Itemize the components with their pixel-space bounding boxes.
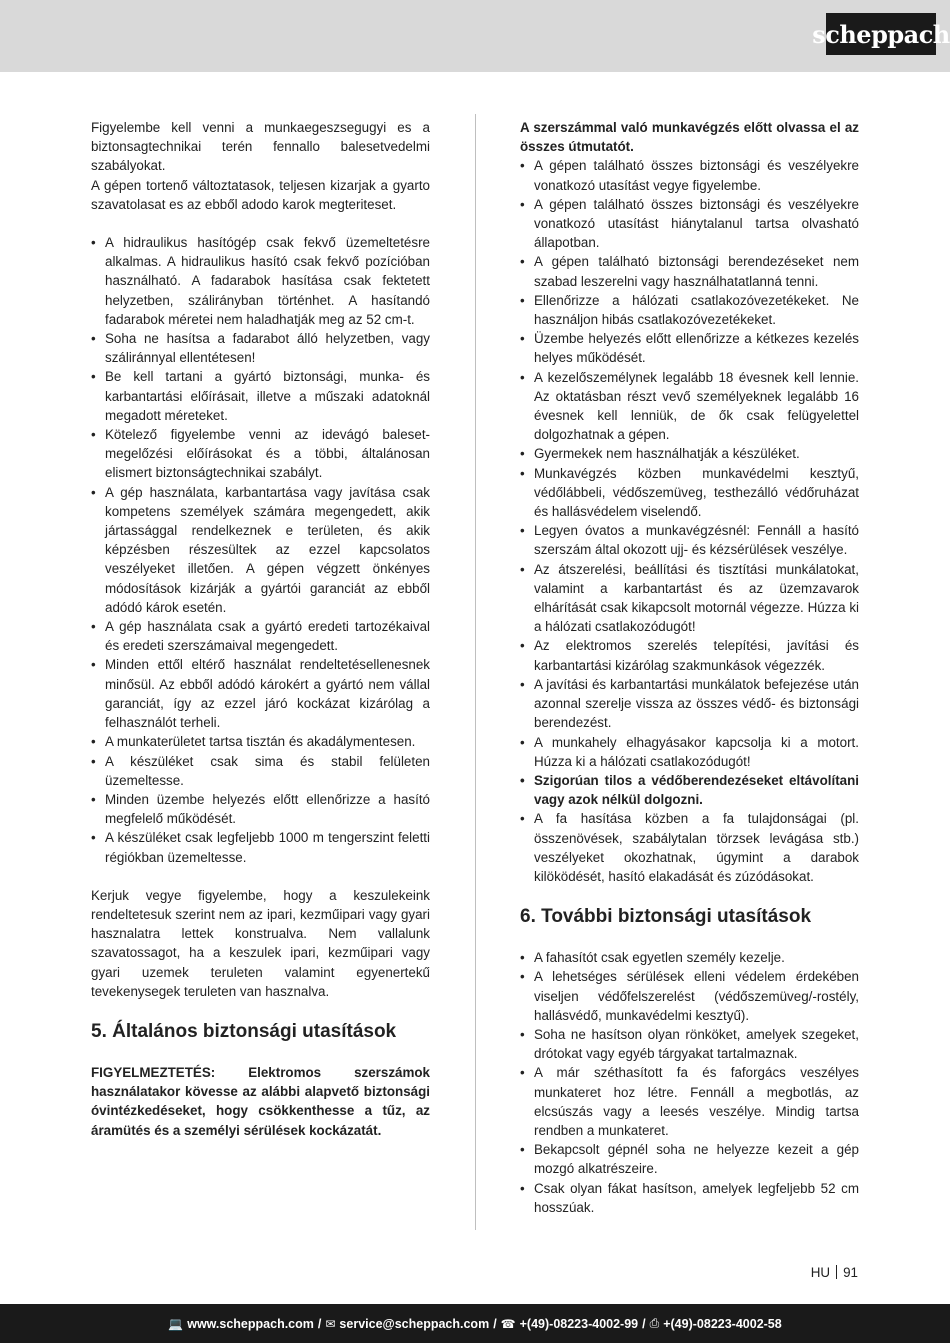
- list-item: • Soha ne hasítson olyan rönköket, amelyek szegeket, drótokat vagy egyéb tárgyakat tartalmaznak.: [520, 1025, 859, 1063]
- right-column: [520, 118, 859, 1217]
- list-item: • A gépen található biztonsági berendezéseket nem szabad leszerelni vagy használhatatlanná tenni.: [520, 252, 859, 290]
- list-item: • A lehetséges sérülések elleni védelem érdekében viseljen védőfelszerelést (védőszemüveg/-rostély, hallásvédő, munkavédelmi kesztyű).: [520, 967, 859, 1025]
- list-item: • Üzembe helyezés előtt ellenőrizze a kétkezes kezelés helyes működését.: [520, 329, 859, 367]
- list-item: • Minden ettől eltérő használat rendeltetésellenesnek minősül. Az ebből adódó károkért a gyártó nem vállal garanciát, így az ezzel járó kockázat kizárólag a felhasználót terheli.: [91, 655, 430, 732]
- footer-separator: /: [317, 1316, 322, 1331]
- computer-icon: 💻: [168, 1316, 184, 1331]
- left-column: [91, 118, 430, 1140]
- column-divider: [475, 114, 476, 1230]
- footer-website[interactable]: www.scheppach.com: [187, 1316, 314, 1331]
- list-item: • Munkavégzés közben munkavédelmi kesztyű, védőlábbeli, védőszemüveg, testhezálló védőruházat és hallásvédelem viselendő.: [520, 464, 859, 522]
- list-item: • Gyermekek nem használhatják a készüléket.: [520, 444, 859, 463]
- header-band: [0, 0, 950, 72]
- list-item: • A gép használata csak a gyártó eredeti tartozékaival és eredeti szerszámaival megengedett.: [91, 617, 430, 655]
- list-item: • A készüléket csak legfeljebb 1000 m tengerszint feletti régiókban üzemeltesse.: [91, 828, 430, 866]
- list-item: • A javítási és karbantartási munkálatok befejezése után azonnal szerelje vissza az összes védő- és biztonsági berendezést.: [520, 675, 859, 733]
- warning-paragraph: FIGYELMEZTETÉS: Elektromos szerszámok használatakor kövesse az alábbi alapvető biztonsági óvintézkedéseket, hogy csökkenthesse a tűz, az áramütés és a személyi sérülések kockázatát.: [91, 1064, 430, 1138]
- footer-email[interactable]: service@scheppach.com: [339, 1316, 490, 1331]
- fax-icon: ⎙: [649, 1316, 660, 1330]
- list-item: • A gép használata, karbantartása vagy javítása csak kompetens személyek számára megengedett, akik jártassággal rendelkeznek e területen, és akik képzésben részesültek az ezzel kapcsolatos veszélyeket illetően. A gépen végzett önkényes módosítások kizárják a gyártói garanciát az ebből adódó károk esetén.: [91, 483, 430, 617]
- outro-paragraph: Kerjuk vegye figyelembe, hogy a keszulekeink rendeltetesuk szerint nem az ipari, kezműipari vagy gyari hasznalatra lettek konstrualva. Nem vallalunk szavatossagot, ha a keszulek ipari, kezműipari vagy gyari uzemek teruleten valamint egyenertekű tevekenysegek teruleten van hasznalva.: [91, 887, 430, 999]
- list-item: • Be kell tartani a gyártó biztonsági, munka- és karbantartási előírásait, illetve a műszaki adatoknál megadott méreteket.: [91, 367, 430, 425]
- footer-fax: +(49)-08223-4002-58: [663, 1316, 782, 1331]
- page-number-separator: [836, 1265, 837, 1279]
- list-item: • Szigorúan tilos a védőberendezéseket eltávolítani vagy azok nélkül dolgozni.: [520, 771, 859, 809]
- list-item: • A gépen található összes biztonsági és veszélyekre vonatkozó utasítást vegye figyelembe.: [520, 156, 859, 194]
- footer-separator: /: [642, 1316, 646, 1331]
- footer-phone: +(49)-08223-4002-99: [519, 1316, 639, 1331]
- section-5-heading: 5. Általános biztonsági utasítások: [91, 1020, 397, 1042]
- list-item: • A készüléket csak sima és stabil felületen üzemeltesse.: [91, 752, 430, 790]
- scheppach-logo: scheppach: [826, 13, 936, 55]
- list-item: • Soha ne hasítsa a fadarabot álló helyzetben, vagy száliránnyal ellentétesen!: [91, 329, 430, 367]
- list-item: • Legyen óvatos a munkavégzésnél: Fennáll a hasító szerszám által okozott ujj- és kézsérülések veszélye.: [520, 521, 859, 559]
- intro-paragraph-1: Figyelembe kell venni a munkaegeszsegugyi es a biztonsagtechnikai terén fennallo balesetvedelmi szabályokat.: [91, 120, 430, 174]
- list-item: • Az elektromos szerelés telepítési, javítási és karbantartási kizárólag szakmunkások végezzék.: [520, 636, 859, 674]
- list-item: • A munkaterületet tartsa tisztán és akadálymentesen.: [91, 732, 430, 751]
- list-item: • A fa hasítása közben a fa tulajdonságai (pl. összenövések, szabálytalan törzsek levágása stb.) veszélyeket okozhatnak, úgymint a darabok kilöködését, hasító elakadását és zúzódásokat.: [520, 809, 859, 886]
- list-item: • A munkahely elhagyásakor kapcsolja ki a motort. Húzza ki a hálózati csatlakozódugót!: [520, 733, 859, 771]
- phone-icon: ☎: [500, 1316, 516, 1331]
- footer-bar: [0, 1304, 950, 1343]
- list-item: • Ellenőrizze a hálózati csatlakozóvezetékeket. Ne használjon hibás csatlakozóvezetékeket.: [520, 291, 859, 329]
- section-6-bullet-list: [520, 948, 859, 1217]
- page-num: 91: [843, 1265, 858, 1280]
- page-number: [811, 1265, 858, 1280]
- list-item: • Csak olyan fákat hasítson, amelyek legfeljebb 52 cm hosszúak.: [520, 1179, 859, 1217]
- section-6-heading: 6. További biztonsági utasítások: [520, 906, 812, 928]
- email-icon: ✉: [325, 1316, 336, 1331]
- list-item: • Bekapcsolt gépnél soha ne helyezze kezeit a gép mozgó alkatrészeire.: [520, 1140, 859, 1178]
- list-item: • A hidraulikus hasítógép csak fekvő üzemeltetésre alkalmas. A hidraulikus hasító csak fekvő pozícióban használható. A fadarabok hasítása csak fektetett helyzetben, szálirányban történhet. A hasítandó fadarabok méretei nem haladhatják meg az 52 cm-t.: [91, 233, 430, 329]
- list-item: • A gépen található összes biztonsági és veszélyekre vonatkozó utasítást hiánytalanul tartsa olvasható állapotban.: [520, 195, 859, 253]
- list-item: • Minden üzembe helyezés előtt ellenőrizze a hasító megfelelő működését.: [91, 790, 430, 828]
- list-item: • A már széthasított fa és faforgács veszélyes munkateret hoz létre. Fennáll a megbotlás, az elcsúszás vagy a leesés veszélye. Mindig tartsa rendben a munkateret.: [520, 1063, 859, 1140]
- right-bullet-list: [520, 156, 859, 886]
- list-item: • Kötelező figyelembe venni az idevágó baleset-megelőzési előírásokat és a többi, általánosan elismert biztonságtechnikai szabályt.: [91, 425, 430, 483]
- footer-separator: /: [493, 1316, 497, 1331]
- list-item: • Az átszerelési, beállítási és tisztítási munkálatokat, valamint a karbantartást és az üzemzavarok elhárítását csak kikapcsolt motornál végezze. Húzza ki a hálózati csatlakozódugót!: [520, 560, 859, 637]
- list-item: • A kezelőszemélynek legalább 18 évesnek kell lennie. Az oktatásban részt vevő személyeknek legalább 16 évesnek kell lenniük, de ők csak felügyelettel dolgozhatnak a gépen.: [520, 368, 859, 445]
- lead-paragraph: A szerszámmal való munkavégzés előtt olvassa el az összes útmutatót.: [520, 120, 859, 155]
- left-bullet-list: [91, 233, 430, 867]
- page-lang: HU: [810, 1265, 831, 1280]
- intro-paragraph-2: A gépen tortenő változtatasok, teljesen kizarjak a gyarto szavatolasat es az ebből adodo karok megteriteset.: [91, 177, 430, 212]
- list-item: • A fahasítót csak egyetlen személy kezelje.: [520, 948, 859, 967]
